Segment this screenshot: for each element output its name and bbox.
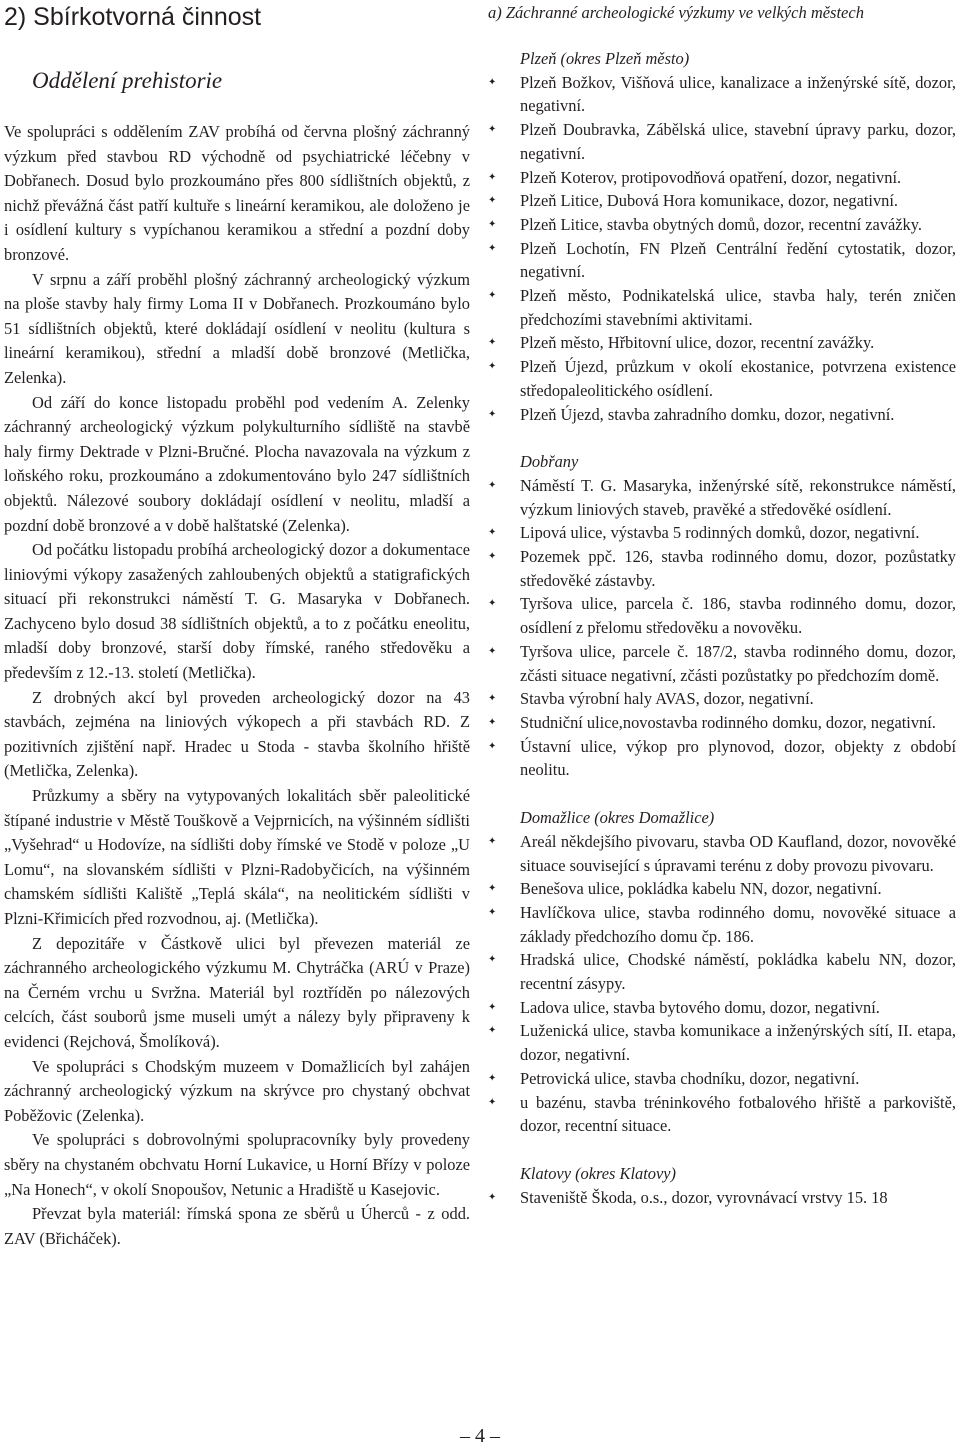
list-item <box>488 1186 956 1210</box>
bullet-star-icon: ✦ <box>488 195 497 207</box>
bullet-star-icon: ✦ <box>488 1191 497 1203</box>
site-list <box>488 474 956 782</box>
bullet-star-icon: ✦ <box>488 479 497 491</box>
list-item <box>488 640 956 687</box>
list-item <box>488 284 956 331</box>
list-item-text: Plzeň Božkov, Višňová ulice, kanalizace a inženýrské sítě, dozor, negativní. <box>520 72 956 116</box>
list-item-text: Areál někdejšího pivovaru, stavba OD Kaufland, dozor, novověké situace související s úpravami terénu z doby provozu pivovaru. <box>520 831 956 875</box>
list-item <box>488 403 956 427</box>
paragraphs <box>4 120 470 1251</box>
list-item-text: Studniční ulice,novostavba rodinného domku, dozor, negativní. <box>520 712 936 732</box>
paragraph: Průzkumy a sběry na vytypovaných lokalitách sběr paleolitické štípané industrie v Městě Touškově a Vejprnicích, na výšinném sídlišti „Vyšehrad“ u Hodovíze, na sídlišti doby římské ve Stodě v poloze „U Lomu“, na slovanském sídlišti v Plzni-Radobyčicích, na výšinném chamském sídlišti Kaliště „Teplá skála“, na neolitickém sídlišti v Plzni-Křimicích před rozvodnou, aj. (Metlička). <box>4 786 470 928</box>
bullet-star-icon: ✦ <box>488 1072 497 1084</box>
site-section <box>488 806 956 1138</box>
list-item-text: Ladova ulice, stavba bytového domu, dozor, negativní. <box>520 997 880 1017</box>
list-item-text: Plzeň Koterov, protipovodňová opatření, dozor, negativní. <box>520 167 902 187</box>
paragraph: Od září do konce listopadu proběhl pod vedením A. Zelenky záchranný archeologický výzkum polykulturního sídliště na stavbě haly firmy Dektrade v Plzni-Bručné. Plocha navazovala na výzkum z loňského roku, prozkoumáno a zdokumentováno bylo 247 sídlištních objektů. Nálezové soubory dokládají osídlení v neolitu, mladší a pozdní době bronzové a v době halštatské (Zelenka). <box>4 392 470 535</box>
list-item <box>488 948 956 995</box>
list-item-text: Plzeň město, Podnikatelská ulice, stavba haly, terén zničen předchozími stavebními aktivitami. <box>520 286 956 329</box>
list-item <box>488 474 956 521</box>
bullet-star-icon: ✦ <box>488 1025 497 1037</box>
list-item-text: Tyršova ulice, parcela č. 186, stavba rodinného domu, dozor, osídlení z přelomu středověku a novověku. <box>520 594 956 638</box>
paragraph: V srpnu a září proběhl plošný záchranný archeologický výzkum na ploše stavby haly firmy Loma II v Dobřanech. Prozkoumáno bylo 51 sídlištních objektů, které dokládají osídlení v neolitu (kultura s lineární keramikou), střední a mladší době bronzové (Metlička, Zelenka). <box>4 269 470 387</box>
list-item <box>488 1019 956 1066</box>
list-item <box>488 166 956 190</box>
paragraph: Od počátku listopadu probíhá archeologický dozor a dokumentace liniovými výkopy zasažených zahloubených objektů a statigrafických situací při rekonstrukci náměstí T. G. Masaryka v Dobřanech. Zachyceno bylo dosud 38 sídlištních objektů, a to z počátku eneolitu, mladší doby bronzové, starší doby římské, raného středověku a především z 12.-13. století (Metlička). <box>4 540 470 683</box>
paragraph: Ve spolupráci s oddělením ZAV probíhá od června plošný záchranný výzkum před stavbou RD východně od psychiatrické léčebny v Dobřanech. Dosud bylo prozkoumáno přes 800 sídlištních objektů, z nichž převážná část patří kultuře s lineární keramikou, ale doloženo je i osídlení kultury s vypíchanou keramikou a střední a pozdní doby bronzové. <box>4 122 470 264</box>
list-item-text: Luženická ulice, stavba komunikace a inženýrských sítí, II. etapa, dozor, negativní. <box>520 1021 956 1065</box>
bullet-star-icon: ✦ <box>488 645 497 657</box>
page-number: – 4 – <box>460 1425 500 1447</box>
page-heading: 2) Sbírkotvorná činnost <box>4 3 262 31</box>
list-item <box>488 213 956 237</box>
list-item <box>488 1091 956 1138</box>
list-item <box>488 545 956 592</box>
list-item <box>488 877 956 901</box>
list-item <box>488 355 956 402</box>
list-item-text: Plzeň Újezd, stavba zahradního domku, dozor, negativní. <box>520 404 895 424</box>
list-item <box>488 901 956 948</box>
paragraph: Převzat byla materiál: římská spona ze sběrů u Úherců - z odd. ZAV (Břicháček). <box>4 1204 470 1248</box>
list-item <box>488 592 956 639</box>
bullet-star-icon: ✦ <box>488 527 497 539</box>
list-item-text: Plzeň Doubravka, Zábělská ulice, stavební úpravy parku, dozor, negativní. <box>520 120 956 163</box>
section-title: Domažlice (okres Domažlice) <box>520 808 715 828</box>
list-item <box>488 118 956 165</box>
section-title: Plzeň (okres Plzeň město) <box>520 49 690 68</box>
list-item-text: Ústavní ulice, výkop pro plynovod, dozor, objekty z období neolitu. <box>520 736 956 780</box>
site-section <box>488 1162 956 1209</box>
bullet-star-icon: ✦ <box>488 218 497 230</box>
section-subheading: Oddělení prehistorie <box>32 68 223 93</box>
list-item-text: Plzeň Újezd, průzkum v okolí ekostanice, potvrzena existence středopaleolitického osídlení. <box>520 357 956 400</box>
bullet-star-icon: ✦ <box>488 551 497 563</box>
bullet-star-icon: ✦ <box>488 598 497 610</box>
list-item <box>488 711 956 735</box>
bullet-star-icon: ✦ <box>488 242 497 254</box>
list-item-text: Lipová ulice, výstavba 5 rodinných domků, dozor, negativní. <box>520 523 920 543</box>
list-item-text: Staveniště Škoda, o.s., dozor, vyrovnávací vrstvy 15. 18 <box>520 1187 888 1207</box>
paragraph: Z drobných akcí byl proveden archeologický dozor na 43 stavbách, zejména na liniových výkopech a při stavbách RD. Z pozitivních zjištění např. Hradec u Stoda - stavba školního hřiště (Metlička, Zelenka). <box>4 687 470 781</box>
bullet-star-icon: ✦ <box>488 361 497 373</box>
list-item-text: Petrovická ulice, stavba chodníku, dozor, negativní. <box>520 1068 860 1088</box>
list-item <box>488 331 956 355</box>
list-item-text: Pozemek ppč. 126, stavba rodinného domu, dozor, pozůstatky středověké zástavby. <box>520 547 956 590</box>
bullet-star-icon: ✦ <box>488 1001 497 1013</box>
site-list <box>488 830 956 1138</box>
list-item-text: Plzeň Litice, stavba obytných domů, dozor, recentní zavážky. <box>520 214 922 234</box>
bullet-star-icon: ✦ <box>488 76 497 88</box>
site-section <box>488 47 956 426</box>
bullet-star-icon: ✦ <box>488 740 497 752</box>
paragraph: Z depozitáře v Částkově ulici byl převezen materiál ze záchranného archeologického výzkumu M. Chytráčka (ARÚ v Praze) na Černém vrchu u Svržna. Materiál byl roztříděn po nálezových celcích, část souborů jsme museli umýt a nálezy byly připraveny k evidenci (Rejchová, Šmolíková). <box>4 933 470 1051</box>
list-item <box>488 521 956 545</box>
list-item <box>488 830 956 877</box>
bullet-star-icon: ✦ <box>488 337 497 349</box>
bullet-star-icon: ✦ <box>488 408 497 420</box>
list-item-text: Náměstí T. G. Masaryka, inženýrské sítě, rekonstrukce náměstí, výzkum liniových staveb, pravěké a středověké osídlení. <box>520 475 956 519</box>
bullet-star-icon: ✦ <box>488 290 497 302</box>
list-item-text: Stavba výrobní haly AVAS, dozor, negativní. <box>520 689 814 709</box>
list-item-text: Hradská ulice, Chodské náměstí, pokládka kabelu NN, dozor, recentní zásypy. <box>520 950 956 994</box>
list-item-text: Plzeň Lochotín, FN Plzeň Centrální ředění cytostatik, dozor, negativní. <box>520 238 956 282</box>
bullet-star-icon: ✦ <box>488 716 497 728</box>
list-item-text: Benešova ulice, pokládka kabelu NN, dozor, negativní. <box>520 879 882 899</box>
list-item-text: Plzeň město, Hřbitovní ulice, dozor, recentní zavážky. <box>520 333 875 353</box>
bullet-star-icon: ✦ <box>488 171 497 183</box>
bullet-star-icon: ✦ <box>488 693 497 705</box>
list-item <box>488 237 956 284</box>
list-item <box>488 735 956 782</box>
list-item <box>488 71 956 118</box>
list-item-text: Tyršova ulice, parcele č. 187/2, stavba rodinného domu, dozor, zčásti situace negativní, zčásti pozůstatky po předchozím domě. <box>520 641 956 685</box>
section-title: Klatovy (okres Klatovy) <box>520 1163 676 1183</box>
site-list <box>488 1186 956 1210</box>
list-item <box>488 1067 956 1091</box>
bullet-star-icon: ✦ <box>488 124 497 136</box>
list-item-text: Havlíčkova ulice, stavba rodinného domu, novověké situace a základy předchozího domu čp. 186. <box>520 902 956 946</box>
list-item <box>488 189 956 213</box>
list-item <box>488 996 956 1020</box>
section-title: Dobřany <box>520 452 579 472</box>
paragraph: Ve spolupráci s dobrovolnými spolupracovníky byly provedeny sběry na chystaném obchvatu Horní Lukavice, u Horní Břízy v poloze „Na Honech“, v okolí Snopoušov, Netunic a Hradiště u Kasejovic. <box>4 1130 470 1199</box>
list-item-text: Plzeň Litice, Dubová Hora komunikace, dozor, negativní. <box>520 191 899 211</box>
bullet-star-icon: ✦ <box>488 906 497 918</box>
bullet-star-icon: ✦ <box>488 883 497 895</box>
bullet-star-icon: ✦ <box>488 1096 497 1108</box>
site-list <box>488 71 956 427</box>
bullet-star-icon: ✦ <box>488 954 497 966</box>
bullet-star-icon: ✦ <box>488 835 497 847</box>
list-item <box>488 687 956 711</box>
right-column-title: a) Záchranné archeologické výzkumy ve velkých městech <box>488 3 864 22</box>
site-sections <box>488 47 956 1233</box>
paragraph: Ve spolupráci s Chodským muzeem v Domažlicích byl zahájen záchranný archeologický výzkum na skrývce pro chystaný obchvat Poběžovic (Zelenka). <box>4 1056 470 1125</box>
site-section <box>488 450 956 782</box>
list-item-text: u bazénu, stavba tréninkového fotbalového hřiště a parkoviště, dozor, recentní situace. <box>520 1092 956 1136</box>
